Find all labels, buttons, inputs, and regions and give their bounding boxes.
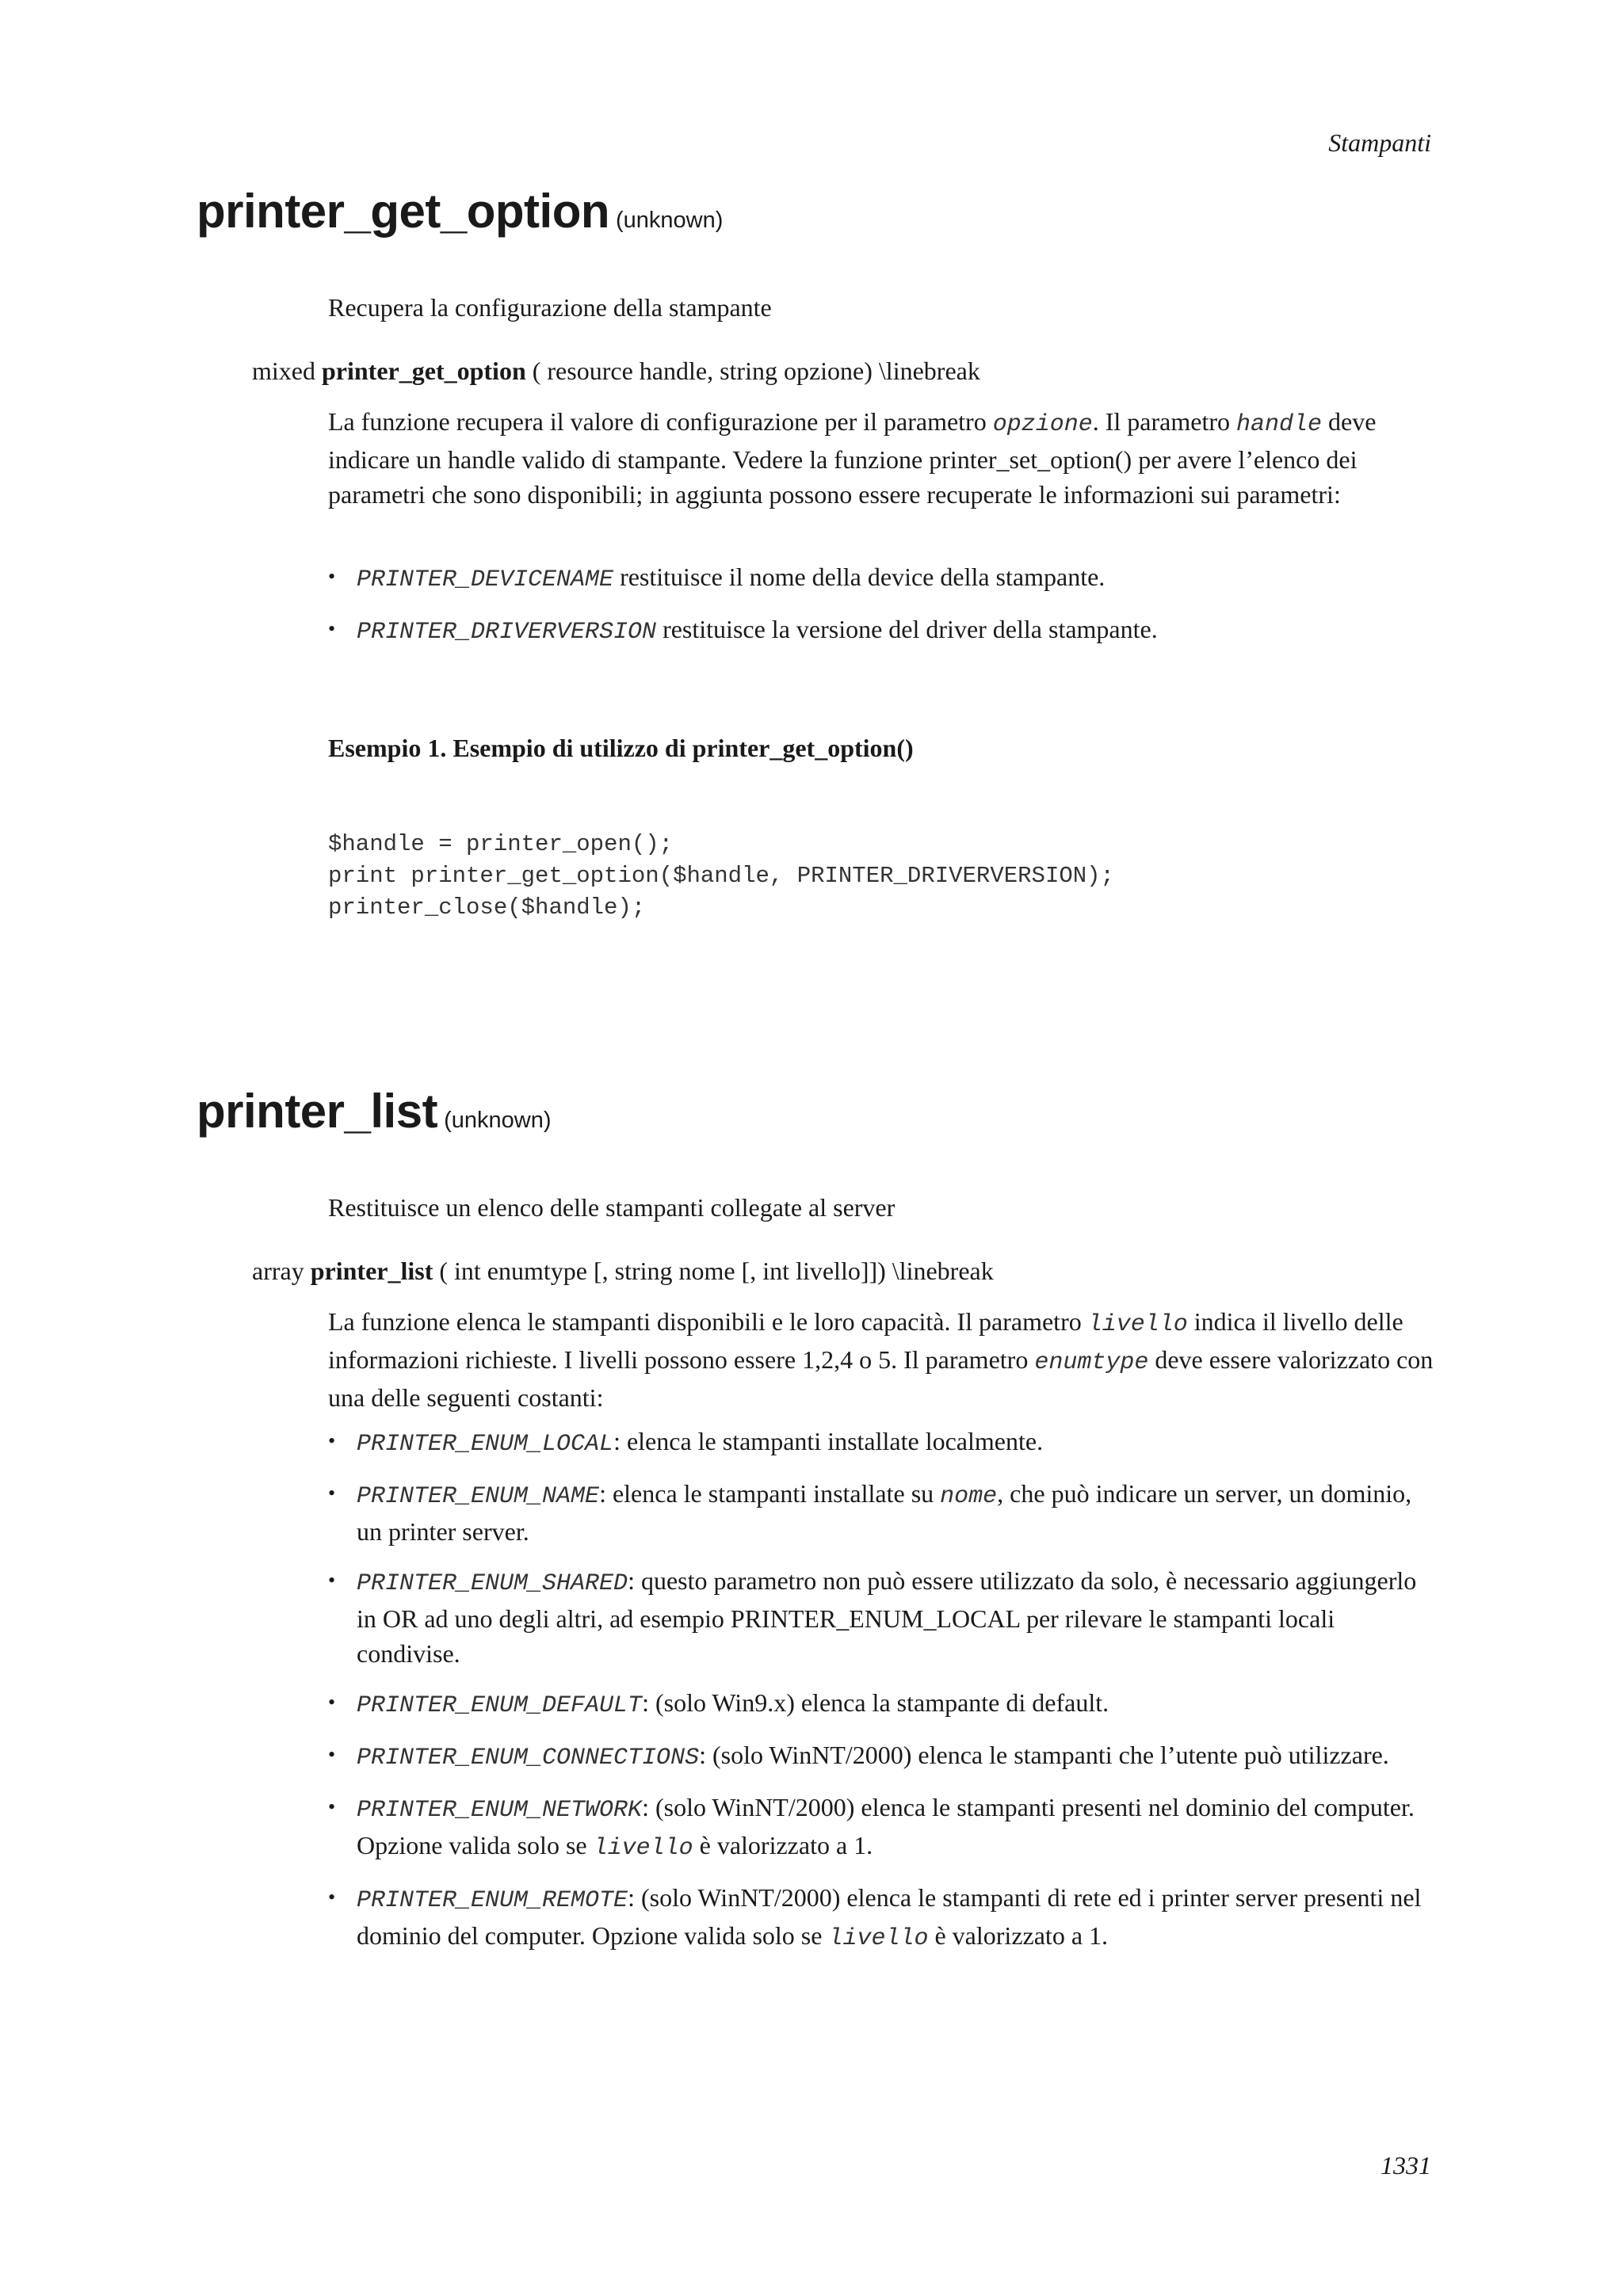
param-handle: handle xyxy=(1235,411,1323,438)
item-text: restituisce la versione del driver della stampante. xyxy=(656,615,1158,643)
item-text: : elenca le stampanti installate localmente. xyxy=(613,1427,1044,1455)
description-text: deve essere valorizzato con una delle seguenti costanti: xyxy=(328,1345,1434,1412)
constant-name: PRINTER_ENUM_CONNECTIONS xyxy=(357,1745,700,1772)
list-item xyxy=(328,1880,1438,1956)
list-item xyxy=(328,559,1438,597)
function-status: (unknown) xyxy=(444,1108,552,1133)
param-opzione: opzione xyxy=(992,411,1093,438)
description-text: indica il livello delle informazioni richieste. I livelli possono essere 1,2,4 o 5. Il parametro xyxy=(328,1307,1403,1374)
constant-name: PRINTER_DRIVERVERSION xyxy=(357,619,657,646)
constant-name: PRINTER_DEVICENAME xyxy=(357,566,614,593)
bullet-icon: • xyxy=(328,1743,336,1766)
bullet-icon: • xyxy=(328,1429,336,1452)
example-title: Esempio 1. Esempio di utilizzo di printer_get_option() xyxy=(328,734,914,762)
item-text: : questo parametro non può essere utilizzato da solo, è necessario aggiungerlo in OR ad uno degli altri, ad esempio PRINTER_ENUM_LOCAL per rilevare le stampanti locali condivise. xyxy=(357,1566,1417,1668)
constant-name: PRINTER_ENUM_SHARED xyxy=(357,1570,628,1597)
bullet-icon: • xyxy=(328,1482,336,1505)
description-text: deve indicare un handle valido di stampante. Vedere la funzione printer_set_option() per avere l’elenco dei parametri che sono disponibili; in aggiunta possono essere recuperate le informazioni sui parametri: xyxy=(328,407,1377,509)
function-status: (unknown) xyxy=(616,208,724,233)
synopsis-function-name: printer_get_option xyxy=(321,357,526,385)
param-nome: nome xyxy=(940,1483,998,1510)
return-type: array xyxy=(252,1257,304,1285)
description-text: . Il parametro xyxy=(1092,407,1236,436)
function-synopsis xyxy=(252,353,980,388)
bullet-icon: • xyxy=(328,1691,336,1714)
param-enumtype: enumtype xyxy=(1034,1349,1149,1376)
bullet-icon: • xyxy=(328,617,336,640)
item-text: : (solo Win9.x) elenca la stampante di default. xyxy=(642,1688,1109,1717)
list-item xyxy=(328,1563,1438,1671)
item-text: , che può indicare un server, un dominio, un printer server. xyxy=(357,1479,1412,1546)
constant-name: PRINTER_ENUM_NAME xyxy=(357,1483,600,1510)
description-text: La funzione recupera il valore di configurazione per il parametro xyxy=(328,407,993,436)
list-item xyxy=(328,1476,1438,1549)
constant-name: PRINTER_ENUM_REMOTE xyxy=(357,1887,628,1914)
synopsis-params: ( resource handle, string opzione) \linebreak xyxy=(532,357,980,385)
example-code: $handle = printer_open(); print printer_get_option($handle, PRINTER_DRIVERVERSION); printer_close($handle); xyxy=(328,831,1114,921)
item-text: è valorizzato a 1. xyxy=(693,1831,873,1859)
bullet-icon: • xyxy=(328,1886,336,1909)
list-item xyxy=(328,1790,1438,1866)
synopsis-params: ( int enumtype [, string nome [, int livello]]) \linebreak xyxy=(439,1257,994,1285)
item-text: : (solo WinNT/2000) elenca le stampanti presenti nel dominio del computer. Opzione valida solo se xyxy=(357,1793,1415,1859)
param-livello: livello xyxy=(1087,1311,1188,1338)
synopsis-function-name: printer_list xyxy=(310,1257,433,1285)
item-text: : elenca le stampanti installate su xyxy=(599,1479,941,1508)
item-text: : (solo WinNT/2000) elenca le stampanti di rete ed i printer server presenti nel dominio del computer. Opzione valida solo se xyxy=(357,1883,1422,1950)
item-text: : (solo WinNT/2000) elenca le stampanti che l’utente può utilizzare. xyxy=(699,1741,1389,1769)
function-synopsis xyxy=(252,1253,994,1288)
item-text: restituisce il nome della device della stampante. xyxy=(613,563,1106,591)
list-item xyxy=(328,612,1438,650)
constant-name: PRINTER_ENUM_DEFAULT xyxy=(357,1692,643,1719)
bullet-icon: • xyxy=(328,1795,336,1818)
list-item xyxy=(328,1424,1438,1462)
constant-list xyxy=(328,1424,1438,1970)
description-text: La funzione elenca le stampanti disponibili e le loro capacità. Il parametro xyxy=(328,1307,1088,1336)
function-description xyxy=(328,404,1438,512)
function-purpose: Restituisce un elenco delle stampanti collegate al server xyxy=(328,1193,896,1222)
function-name: printer_list xyxy=(197,1085,438,1138)
list-item xyxy=(328,1737,1438,1775)
list-item xyxy=(328,1685,1438,1723)
return-type: mixed xyxy=(252,357,315,385)
function-description xyxy=(328,1304,1438,1415)
constant-name: PRINTER_ENUM_LOCAL xyxy=(357,1431,614,1458)
constant-name: PRINTER_ENUM_NETWORK xyxy=(357,1797,643,1824)
option-list xyxy=(328,559,1438,664)
section-heading-printer-list xyxy=(197,1084,551,1138)
item-text: è valorizzato a 1. xyxy=(928,1921,1109,1950)
param-livello: livello xyxy=(828,1925,929,1952)
bullet-icon: • xyxy=(328,565,336,588)
bullet-icon: • xyxy=(328,1569,336,1592)
function-name: printer_get_option xyxy=(197,185,610,238)
page-number: 1331 xyxy=(1381,2151,1431,2180)
section-heading-printer-get-option xyxy=(197,184,723,238)
function-purpose: Recupera la configurazione della stampante xyxy=(328,293,772,322)
param-livello: livello xyxy=(593,1835,693,1862)
running-head: Stampanti xyxy=(1328,128,1431,157)
